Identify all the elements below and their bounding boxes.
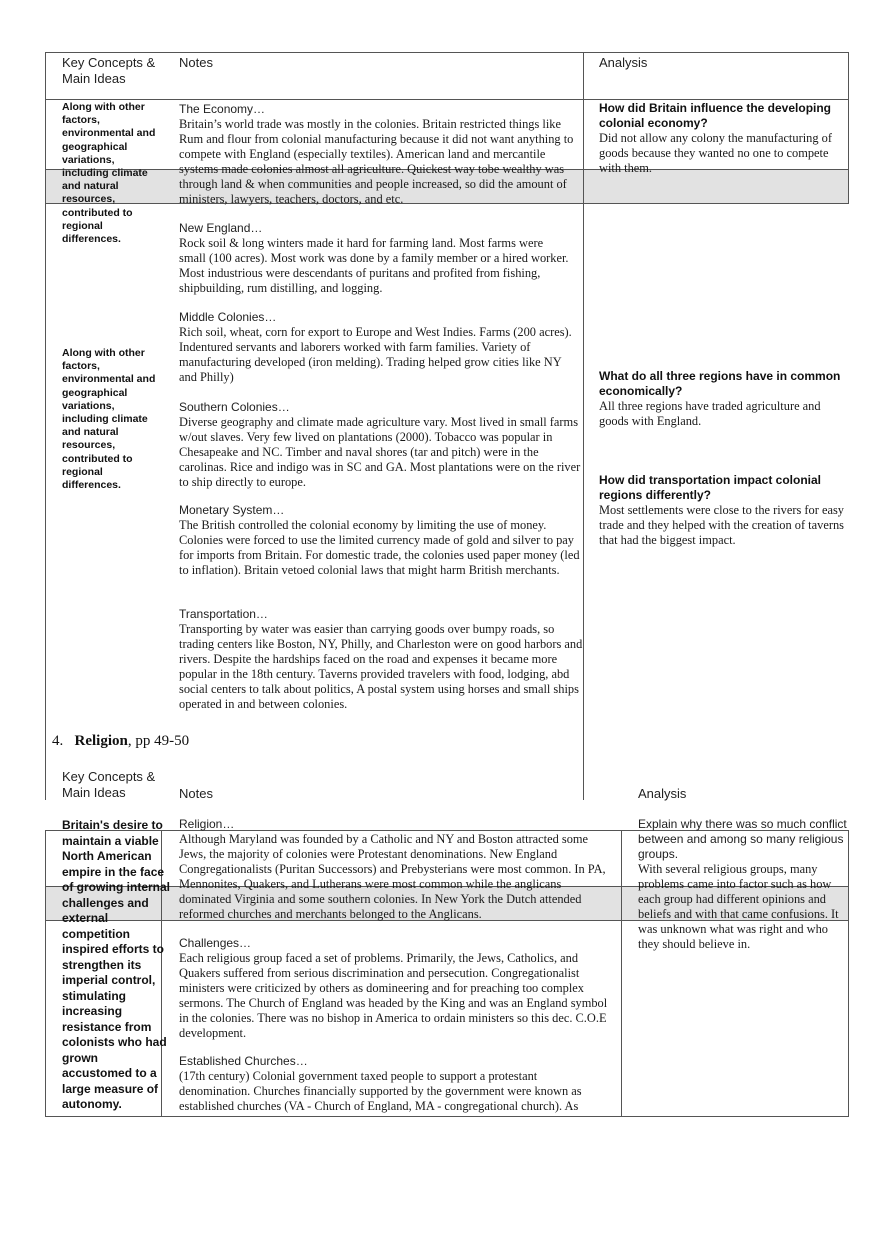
header-key-concepts: Key Concepts & Main Ideas (62, 55, 156, 86)
analysis-question: What do all three regions have in common economically? (599, 369, 841, 398)
analysis-religious-conflict (638, 817, 848, 952)
header-key-concepts: Key Concepts & Main Ideas (62, 769, 156, 800)
section-established-churches (179, 1054, 609, 1114)
section-title: Challenges… (179, 936, 252, 950)
section-challenges (179, 936, 609, 1041)
section-title: Monetary System… (179, 503, 285, 517)
key-concept-economy: Along with other factors, environmental and geographical variations, including climate and natural resources, contributed to regional differences. (62, 101, 156, 246)
header-notes: Notes (179, 55, 213, 70)
section-heading-religion (52, 732, 189, 750)
section-title: New England… (179, 221, 263, 235)
key-concept-regions: Along with other factors, environmental and geographical variations, including climate and natural resources, contributed to regional differences. (62, 347, 156, 492)
section-body: Transporting by water was easier than carrying goods over bumpy roads, so trading centers like Boston, NY, Philly, and Charleston were on good harbors and rivers. Despite the hardships faced on the road and expenses it became more popular in the 18th century. Taverns provided travelers with food, lodging, abd social centers to talk about politics, A postal system using horses and small ships operated in and between colonies. (179, 622, 583, 711)
analysis-question: Explain why there was so much conflict between and among so many religious groups. (638, 817, 847, 861)
section-title: Religion… (179, 817, 235, 831)
section-middle-colonies (179, 310, 574, 385)
section-pages: , pp 49-50 (127, 733, 190, 749)
header-analysis: Analysis (599, 55, 648, 70)
section-body: Diverse geography and climate made agriculture vary. Most lived in small farms w/out slaves. Very few lived on plantations (2000). Tobacco was popular in Chesapeake and NC. Timber and naval shores (tar and pitch) were in the carolinas. Rice and indigo was in SC and GA. Most plantations were on the river to ship directly to europe. (179, 415, 581, 489)
section-religion (179, 817, 609, 922)
section-number: 4. (52, 733, 64, 749)
section-body: Britain’s world trade was mostly in the colonies. Britain restricted things like Rum and flour from colonial manufacturing because it did not want anything to compete with England (especially textiles). American land and mercantile systems made colonies almost all agriculture. Quickest way tobe wealthy was through land & when communities and people increased, so did the amount of ministers, lawyers, teachers, doctors, and etc. (179, 117, 574, 206)
analysis-answer: Most settlements were close to the rivers for easy trade and they helped with the creation of taverns that had the biggest impact. (599, 503, 844, 547)
section-new-england (179, 221, 569, 296)
section-transportation (179, 607, 583, 712)
analysis-transportation (599, 473, 844, 548)
section-title: Transportation… (179, 607, 268, 621)
header-notes: Notes (179, 786, 213, 801)
section-title: Middle Colonies… (179, 310, 277, 324)
section-body: (17th century) Colonial government taxed people to support a protestant denomination. Churches financially supported by the government were known as established churches (VA - Church of England, MA - congregational church). As (179, 1069, 582, 1113)
analysis-question: How did Britain influence the developing colonial economy? (599, 101, 832, 130)
analysis-question: How did transportation impact colonial regions differently? (599, 473, 822, 502)
analysis-regions-common (599, 369, 844, 429)
section-title: Religion (74, 733, 128, 749)
section-body: The British controlled the colonial economy by limiting the use of money. Colonies were forced to use the limited currency made of gold and silver to pay for imports from Britain. For domestic trade, the colonies used paper money (led to inflation). Britain vetoed colonial laws that might harm British merchants. (179, 518, 580, 577)
section-body: Although Maryland was founded by a Catholic and NY and Boston attracted some Jews, the majority of colonies were Protestant denominations. New England Congregationalists (Puritan Successors) and Prebysterians were most common. In PA, Mennonites, Quakers, and Lutherans were most common while the anglicans dominated Virginia and some southern colonies. In New York the Dutch attended reformed churches and merchants belonged to the Anglicans. (179, 832, 606, 921)
header-analysis: Analysis (638, 786, 687, 801)
section-title: Southern Colonies… (179, 400, 290, 414)
analysis-answer: With several religious groups, many problems came into factor such as how each group had different opinions and beliefs and with that came confusions. It was unknown what was right and who they should believe in. (638, 862, 839, 951)
key-concept-imperial-control: Britain's desire to maintain a viable North American empire in the face of growing internal challenges and external competition inspired efforts to strengthen its imperial control, stimulating increasing resistance from colonists who had grown accustomed to a large measure of autonomy. (62, 818, 170, 1111)
section-southern-colonies (179, 400, 584, 490)
section-monetary-system (179, 503, 581, 578)
section-economy (179, 102, 584, 207)
section-body: Rock soil & long winters made it hard for farming land. Most farms were small (100 acres). Most work was done by a family member or a hired worker. Most industrious were descendants of puritans and profited from fishing, shipbuilding, rum distilling, and logging. (179, 236, 569, 295)
analysis-britain-influence (599, 101, 848, 176)
section-body: Rich soil, wheat, corn for export to Europe and West Indies. Farms (200 acres). Indentured servants and laborers worked with farm families. Variety of manufacturing developed (iron melding). Trading helped grow cities like NY and Philly) (179, 325, 572, 384)
analysis-answer: Did not allow any colony the manufacturing of goods because they wanted no one to compete with them. (599, 131, 832, 175)
section-title: The Economy… (179, 102, 266, 116)
section-title: Established Churches… (179, 1054, 308, 1068)
analysis-answer: All three regions have traded agriculture and goods with England. (599, 399, 821, 428)
section-body: Each religious group faced a set of problems. Primarily, the Jews, Catholics, and Quakers suffered from serious discrimination and persecution. Congregationalist ministers were criticized by others as domineering and for preaching too complex sermons. The Church of England was headed by the King and was an England symbol in the colonies. There was no bishop in America to ordain ministers so this dec. C.O.E development. (179, 951, 608, 1040)
